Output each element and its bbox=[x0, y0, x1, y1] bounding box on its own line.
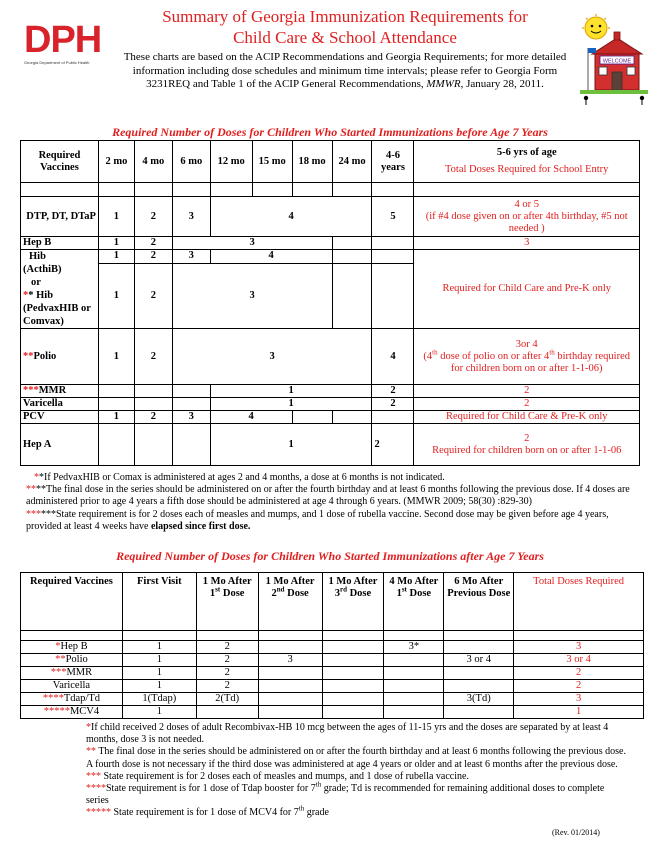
polio-total bbox=[414, 329, 640, 385]
t2-footnote-tdap-sup: th bbox=[315, 780, 322, 789]
hib-name-or: or bbox=[31, 277, 41, 288]
t2-footnote-tdap-a: State requirement is for 1 dose of Tdap booster for 7 bbox=[106, 783, 316, 795]
polio-4mo: 2 bbox=[134, 329, 172, 385]
section2-title: Required Number of Doses for Children Who Started Immunizations after Age 7 Years bbox=[116, 549, 544, 563]
revision-date: (Rev. 01/2014) bbox=[552, 828, 600, 837]
t2-m2-sup: nd bbox=[276, 585, 285, 594]
t2-footnote-tdap: ****State requirement is for 1 dose of Tdap booster for 7th grade; Td is recommended for remaining additional doses to complete series bbox=[86, 780, 605, 807]
col-total-label: Total Doses Required for School Entry bbox=[444, 164, 609, 175]
t2-col-vaccines: Required Vaccines bbox=[21, 573, 123, 631]
polio-note-sup2: th bbox=[549, 348, 555, 356]
mmr-4-6yrs: 2 bbox=[372, 385, 414, 398]
t2-footnote-mcv4-a: State requirement is for 1 dose of MCV4 for 7 bbox=[111, 807, 299, 819]
hepb-total: 3 bbox=[414, 237, 640, 250]
row-hepa bbox=[21, 424, 640, 466]
vaccine-pcv: PCV bbox=[21, 411, 99, 424]
footnote-mmr: ******State requirement is for 2 doses each of measles and mumps, and 1 dose of rubella vaccine. Second dose may be given before age 4 years, provided at least 4 weeks have elapsed since first dose. bbox=[26, 508, 609, 532]
t2-footnote-hepb: *If child received 2 doses of adult Recombivax-HB 10 mcg between the ages of 11-15 yrs and the doses are separated by at least 4 months, dose 3 is not needed. bbox=[86, 722, 609, 746]
t2-hepb-m2 bbox=[258, 641, 322, 654]
t2-varicella-total: 2 bbox=[514, 680, 644, 693]
row-dtp bbox=[21, 197, 640, 237]
polio-6-24mo: 3 bbox=[172, 329, 372, 385]
polio-total-note bbox=[416, 348, 637, 375]
t2-col-first-visit: First Visit bbox=[122, 573, 196, 631]
t2-tdap-m3 bbox=[322, 693, 384, 706]
t2-tdap-m1: 2(Td) bbox=[196, 693, 258, 706]
hepa-total bbox=[414, 424, 640, 466]
t2-footnote-mcv4: ***** State requirement is for 1 dose of MCV4 for 7th grade bbox=[86, 805, 329, 819]
col-age-6mo: 6 mo bbox=[172, 141, 210, 183]
col-age-4mo: 4 mo bbox=[134, 141, 172, 183]
t2-mmr-m3 bbox=[322, 667, 384, 680]
t2-polio-total: 3 or 4 bbox=[514, 654, 644, 667]
table-header-row bbox=[21, 141, 640, 183]
hib-name-c bbox=[23, 289, 96, 302]
t2-tdap-m2 bbox=[258, 693, 322, 706]
col-age-2mo: 2 mo bbox=[98, 141, 134, 183]
col-required-vaccines: Required Vaccines bbox=[21, 141, 99, 183]
vaccine-polio bbox=[21, 329, 99, 385]
t2-tdap-prefix: **** bbox=[42, 693, 64, 704]
t2-footnote-mmr-text: State requirement is for 2 doses each of measles and mumps, and 1 dose of rubella vaccine. bbox=[103, 770, 469, 782]
t2-row-polio bbox=[21, 654, 644, 667]
polio-note-post: birthday required for children born on or after 1-1-06) bbox=[450, 350, 630, 374]
t2-m4-sup: st bbox=[401, 585, 407, 594]
vaccine-varicella: Varicella bbox=[21, 398, 99, 411]
section1-footnotes bbox=[26, 472, 636, 533]
section2-footnotes bbox=[86, 722, 626, 820]
t2-mmr-m1: 2 bbox=[196, 667, 258, 680]
citation-date: , January 28, 2011. bbox=[460, 78, 544, 90]
hepa-total-note: Required for children born on or after 1-1-06 bbox=[432, 444, 622, 456]
row-polio bbox=[21, 329, 640, 385]
t2-hepb-prefix: * bbox=[55, 641, 61, 652]
dph-logo bbox=[24, 19, 108, 65]
table-before-age-7 bbox=[20, 140, 640, 466]
logo-subtext: Georgia Department of Public Health bbox=[24, 60, 90, 65]
t2-m3-sup: rd bbox=[339, 585, 347, 594]
t2-polio-m6: 3 or 4 bbox=[444, 654, 514, 667]
row-varicella bbox=[21, 398, 640, 411]
polio-note-mid: dose of polio on or after 4 bbox=[437, 350, 550, 362]
pcv-2mo: 1 bbox=[98, 411, 134, 424]
t2-col-6mo-after-prev: 6 Mo After Previous Dose bbox=[444, 573, 514, 631]
t2-mmr-total: 2 bbox=[514, 667, 644, 680]
t2-m1-end: Dose bbox=[222, 588, 245, 599]
dtp-2mo: 1 bbox=[98, 197, 134, 237]
t2-row-hepb bbox=[21, 641, 644, 654]
footnote-hib-text: *If PedvaxHIB or Comax is administered at ages 2 and 4 months, a dose at 6 months is not indicated. bbox=[39, 472, 445, 483]
hib-name-c-text: * Hib bbox=[28, 290, 54, 301]
t2-mcv4-first: 1 bbox=[122, 706, 196, 719]
citation-journal: MMWR bbox=[426, 78, 461, 90]
pcv-total: Required for Child Care & Pre-K only bbox=[414, 411, 640, 424]
footnote-polio-text: **The final dose in the series should be administered on or after the fourth birthday and at least 6 months following the previous dose. If 4 doses are administered prior to age 4 years a fifth dose should be administered at age 4 through 6 years. (MMWR 2009; 58(30) :829-30) bbox=[26, 484, 630, 508]
t2-mcv4-m6 bbox=[444, 706, 514, 719]
varicella-12-15mo: 1 bbox=[210, 398, 372, 411]
t2-hepb-m4: 3* bbox=[384, 641, 444, 654]
t2-tdap-total: 3 bbox=[514, 693, 644, 706]
footnote-mmr-bold: elapsed since first dose. bbox=[150, 520, 251, 532]
t2-mcv4-prefix: ***** bbox=[43, 706, 70, 717]
t2-footnote-mcv4-b: grade bbox=[304, 807, 329, 819]
hib-total: Required for Child Care and Pre-K only bbox=[414, 250, 640, 329]
page-description bbox=[120, 51, 570, 92]
hepb-4mo: 2 bbox=[134, 237, 172, 250]
hib-a-12-18mo: 4 bbox=[210, 250, 332, 264]
col-age-15mo: 15 mo bbox=[252, 141, 292, 183]
t2-mmr-m4 bbox=[384, 667, 444, 680]
spacer-row bbox=[21, 183, 640, 197]
t2-m3-end: Dose bbox=[349, 588, 372, 599]
t2-vaccine-hepb bbox=[21, 641, 123, 654]
hib-name-d: (PedvaxHIB or Comvax) bbox=[23, 303, 91, 327]
hib-b-4mo: 2 bbox=[134, 263, 172, 328]
t2-varicella-first: 1 bbox=[122, 680, 196, 693]
t2-hepb-m1: 2 bbox=[196, 641, 258, 654]
t2-polio-m2: 3 bbox=[258, 654, 322, 667]
hib-star: * bbox=[23, 290, 29, 301]
t2-mmr-m6 bbox=[444, 667, 514, 680]
vaccine-dtp: DTP, DT, DTaP bbox=[21, 197, 99, 237]
t2-footnote-mcv4-sup: th bbox=[298, 805, 305, 814]
col-total-age: 5-6 yrs of age bbox=[496, 147, 557, 158]
t2-mcv4-m1 bbox=[196, 706, 258, 719]
pcv-6mo: 3 bbox=[172, 411, 210, 424]
pcv-12-15mo: 4 bbox=[210, 411, 292, 424]
title-line-1: Summary of Georgia Immunization Requirements for bbox=[162, 7, 528, 26]
t2-col-4mo-after-1st bbox=[384, 573, 444, 631]
polio-4-6yrs: 4 bbox=[372, 329, 414, 385]
footnote-hib: **If PedvaxHIB or Comax is administered at ages 2 and 4 months, a dose at 6 months is not indicated. bbox=[34, 472, 445, 483]
t2-col-1mo-after-1st bbox=[196, 573, 258, 631]
t2-polio-m1: 2 bbox=[196, 654, 258, 667]
t2-hepb-total: 3 bbox=[514, 641, 644, 654]
t2-vaccine-varicella bbox=[21, 680, 123, 693]
t2-hepb-name: Hep B bbox=[60, 641, 88, 652]
hepb-6-18mo: 3 bbox=[172, 237, 332, 250]
t2-tdap-m6: 3(Td) bbox=[444, 693, 514, 706]
t2-vaccine-polio bbox=[21, 654, 123, 667]
hib-name-b: (ActhiB) bbox=[23, 264, 62, 275]
t2-mcv4-m4 bbox=[384, 706, 444, 719]
t2-m1-label: 1 Mo After 1 bbox=[202, 576, 252, 599]
t2-polio-first: 1 bbox=[122, 654, 196, 667]
t2-vaccine-mcv4 bbox=[21, 706, 123, 719]
t2-polio-prefix: ** bbox=[55, 654, 66, 665]
hib-a-6mo: 3 bbox=[172, 250, 210, 264]
hib-b-2mo: 1 bbox=[98, 263, 134, 328]
hepa-24mo-4-6yrs: 2 bbox=[372, 424, 414, 466]
t2-m2-end: Dose bbox=[287, 588, 309, 599]
t2-mmr-name: MMR bbox=[66, 667, 93, 678]
t2-mcv4-name: MCV4 bbox=[69, 706, 100, 717]
mmr-prefix: *** bbox=[23, 385, 39, 396]
t2-mmr-first: 1 bbox=[122, 667, 196, 680]
t2-polio-m4 bbox=[384, 654, 444, 667]
polio-total-value: 3or 4 bbox=[515, 338, 538, 350]
t2-m3-label: 1 Mo After 3 bbox=[328, 576, 378, 599]
section1-title: Required Number of Doses for Children Who Started Immunizations before Age 7 Years bbox=[112, 125, 548, 139]
row-hib-acthib bbox=[21, 250, 640, 264]
t2-varicella-m6 bbox=[444, 680, 514, 693]
t2-mcv4-total: 1 bbox=[514, 706, 644, 719]
row-mmr bbox=[21, 385, 640, 398]
school-sign-text: WELCOME bbox=[602, 58, 632, 65]
t2-row-mmr bbox=[21, 667, 644, 680]
t2-spacer-row bbox=[21, 631, 644, 641]
t2-footnote-mmr: *** State requirement is for 2 doses each of measles and mumps, and 1 dose of rubella vaccine. bbox=[86, 770, 469, 782]
t2-mcv4-m3 bbox=[322, 706, 384, 719]
dtp-12-24mo: 4 bbox=[210, 197, 372, 237]
dtp-total bbox=[414, 197, 640, 237]
t2-col-total: Total Doses Required bbox=[514, 573, 644, 631]
vaccine-mmr bbox=[21, 385, 99, 398]
hib-a-4mo: 2 bbox=[134, 250, 172, 264]
t2-row-varicella bbox=[21, 680, 644, 693]
t2-vaccine-mmr bbox=[21, 667, 123, 680]
t2-hepb-m3 bbox=[322, 641, 384, 654]
t2-polio-m3 bbox=[322, 654, 384, 667]
t2-col-1mo-after-2nd bbox=[258, 573, 322, 631]
polio-prefix: ** bbox=[23, 350, 34, 362]
t2-m1-sup: st bbox=[215, 585, 221, 594]
schoolhouse-illustration bbox=[580, 14, 648, 106]
col-age-18mo: 18 mo bbox=[292, 141, 332, 183]
hepa-total-value: 2 bbox=[524, 432, 530, 444]
t2-footnote-hepb-text: If child received 2 doses of adult Recombivax-HB 10 mcg between the ages of 11-15 yrs and the doses are separated by at least 4 months, dose 3 is not needed. bbox=[86, 722, 609, 746]
t2-vaccine-tdap bbox=[21, 693, 123, 706]
mmr-total: 2 bbox=[414, 385, 640, 398]
varicella-total: 2 bbox=[414, 398, 640, 411]
t2-polio-name: Polio bbox=[65, 654, 88, 665]
page-header bbox=[0, 0, 660, 124]
t2-m4-label: 4 Mo After 1 bbox=[389, 576, 439, 599]
dtp-6mo: 3 bbox=[172, 197, 210, 237]
t2-m2-label: 1 Mo After 2 bbox=[265, 576, 315, 599]
t2-header-row bbox=[21, 573, 644, 631]
pcv-4mo: 2 bbox=[134, 411, 172, 424]
hepb-2mo: 1 bbox=[98, 237, 134, 250]
t2-row-tdap bbox=[21, 693, 644, 706]
footnote-polio: ****The final dose in the series should be administered on or after the fourth birthday and at least 6 months following the previous dose. If 4 doses are administered prior to age 4 years a fifth dose should be administered at age 4 through 6 years. (MMWR 2009; 58(30) :829-30) bbox=[26, 484, 630, 508]
t2-footnote-tdap-b: grade; Td is recommended for remaining additional doses to complete series bbox=[86, 783, 605, 807]
t2-varicella-m2 bbox=[258, 680, 322, 693]
hepa-12-18mo: 1 bbox=[210, 424, 372, 466]
t2-hepb-first: 1 bbox=[122, 641, 196, 654]
polio-note-sup: th bbox=[432, 348, 438, 356]
dtp-total-value: 4 or 5 bbox=[514, 198, 539, 210]
polio-note-pre: (4 bbox=[423, 350, 433, 362]
row-hepb bbox=[21, 237, 640, 250]
logo-mark: DPH bbox=[24, 19, 102, 61]
dtp-total-note: (if #4 dose given on or after 4th birthday, #5 not needed ) bbox=[425, 210, 628, 234]
polio-2mo: 1 bbox=[98, 329, 134, 385]
t2-varicella-name: Varicella bbox=[52, 680, 91, 691]
t2-footnote-polio: ** The final dose in the series should be administered on or after the fourth birthday and at least 6 months following the previous dose. A fourth dose is not necessary if the third dose was administered at age 4 years or older and at least 6 months after the previous dose. bbox=[86, 746, 626, 770]
col-age-12mo: 12 mo bbox=[210, 141, 252, 183]
row-pcv bbox=[21, 411, 640, 424]
hib-name-a: Hib bbox=[29, 251, 46, 262]
mmr-name: MMR bbox=[38, 385, 67, 396]
hib-b-6-18mo: 3 bbox=[172, 263, 332, 328]
hib-a-2mo: 1 bbox=[98, 250, 134, 264]
t2-tdap-first: 1(Tdap) bbox=[122, 693, 196, 706]
page-title bbox=[120, 6, 570, 48]
col-total-doses bbox=[414, 141, 640, 183]
col-age-4-6yrs: 4-6 years bbox=[372, 141, 414, 183]
table-after-age-7 bbox=[20, 572, 644, 719]
t2-hepb-m6 bbox=[444, 641, 514, 654]
mmr-12-15mo: 1 bbox=[210, 385, 372, 398]
col-age-24mo: 24 mo bbox=[332, 141, 372, 183]
dtp-4mo: 2 bbox=[134, 197, 172, 237]
t2-mcv4-m2 bbox=[258, 706, 322, 719]
description-text: These charts are based on the ACIP Recommendations and Georgia Requirements; for more detailed information including dose schedules and minimum time intervals; please refer to Georgia Form 3231REQ and Table 1 of the ACIP General Recommendations, bbox=[123, 51, 567, 90]
footnote-mmr-text: ***State requirement is for 2 doses each of measles and mumps, and 1 dose of rubella vaccine. Second dose may be given before age 4 years, provided at least 4 weeks have bbox=[26, 508, 609, 532]
t2-varicella-m1: 2 bbox=[196, 680, 258, 693]
dtp-4-6yrs: 5 bbox=[372, 197, 414, 237]
title-line-2: Child Care & School Attendance bbox=[233, 28, 457, 47]
t2-tdap-name: Tdap/Td bbox=[63, 693, 101, 704]
t2-mmr-prefix: *** bbox=[50, 667, 67, 678]
t2-footnote-polio-text: The final dose in the series should be administered on or after the fourth birthday and at least 6 months following the previous dose. A fourth dose is not necessary if the third dose was administered at age 4 years or older and at least 6 months after the previous dose. bbox=[86, 746, 626, 770]
varicella-4-6yrs: 2 bbox=[372, 398, 414, 411]
t2-tdap-m4 bbox=[384, 693, 444, 706]
vaccine-hepa: Hep A bbox=[21, 424, 99, 466]
polio-name: Polio bbox=[33, 350, 57, 362]
t2-row-mcv4 bbox=[21, 706, 644, 719]
t2-m4-end: Dose bbox=[409, 588, 432, 599]
vaccine-hib bbox=[21, 250, 99, 329]
t2-col-1mo-after-3rd bbox=[322, 573, 384, 631]
t2-mmr-m2 bbox=[258, 667, 322, 680]
title-block bbox=[120, 6, 570, 92]
vaccine-hepb: Hep B bbox=[21, 237, 99, 250]
t2-varicella-m4 bbox=[384, 680, 444, 693]
t2-varicella-m3 bbox=[322, 680, 384, 693]
